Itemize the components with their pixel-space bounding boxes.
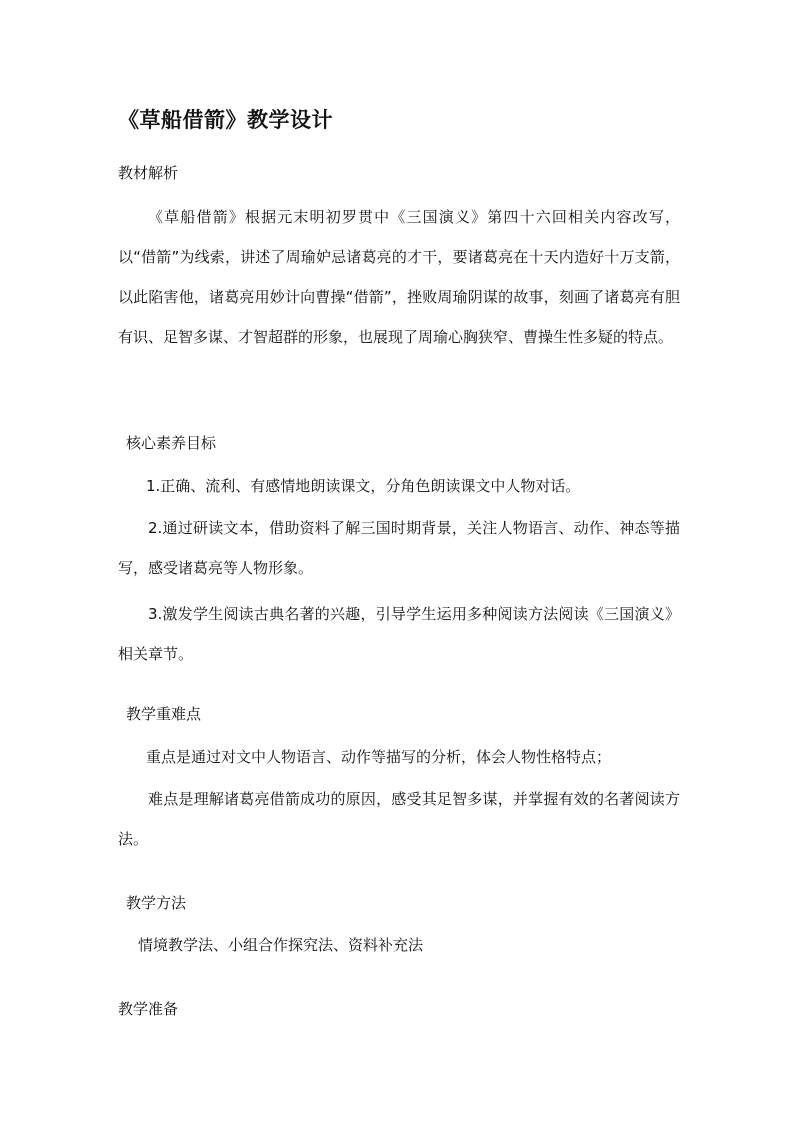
methods-text: 情境教学法、小组合作探究法、资料补充法 [138, 936, 424, 954]
section-heading-focus: 教学重难点 [126, 705, 202, 723]
section-heading-methods: 教学方法 [126, 894, 187, 912]
goal-item-3: 3.激发学生阅读古典名著的兴趣，引导学生运用多种阅读方法阅读《三国演义》相关章节。 [118, 605, 680, 663]
section-heading-preparation: 教学准备 [118, 1000, 179, 1018]
document-title: 《草船借箭》教学设计 [118, 108, 333, 132]
key-point-text: 重点是通过对文中人物语言、动作等描写的分析，体会人物性格特点； [146, 748, 612, 766]
section-heading-analysis: 教材解析 [118, 164, 179, 182]
goal-item-1: 1.正确、流利、有感情地朗读课文，分角色朗读课文中人物对话。 [146, 477, 581, 495]
difficulty-text: 难点是理解诸葛亮借箭成功的原因，感受其足智多谋，并掌握有效的名著阅读方法。 [118, 790, 680, 848]
section-heading-goals: 核心素养目标 [126, 434, 217, 452]
goal-item-2: 2.通过研读文本，借助资料了解三国时期背景，关注人物语言、动作、神态等描写，感受诸葛亮等人物形象。 [118, 519, 680, 577]
analysis-paragraph: 《草船借箭》根据元末明初罗贯中《三国演义》第四十六回相关内容改写，以“借箭”为线索，讲述了周瑜妒忌诸葛亮的才干，要诸葛亮在十天内造好十万支箭，以此陷害他，诸葛亮用妙计向曹操“借箭”，挫败周瑜阴谋的故事，刻画了诸葛亮有胆有识、足智多谋、才智超群的形象，也展现了周瑜心胸狭窄、曹操生性多疑的特点。 [118, 208, 680, 346]
